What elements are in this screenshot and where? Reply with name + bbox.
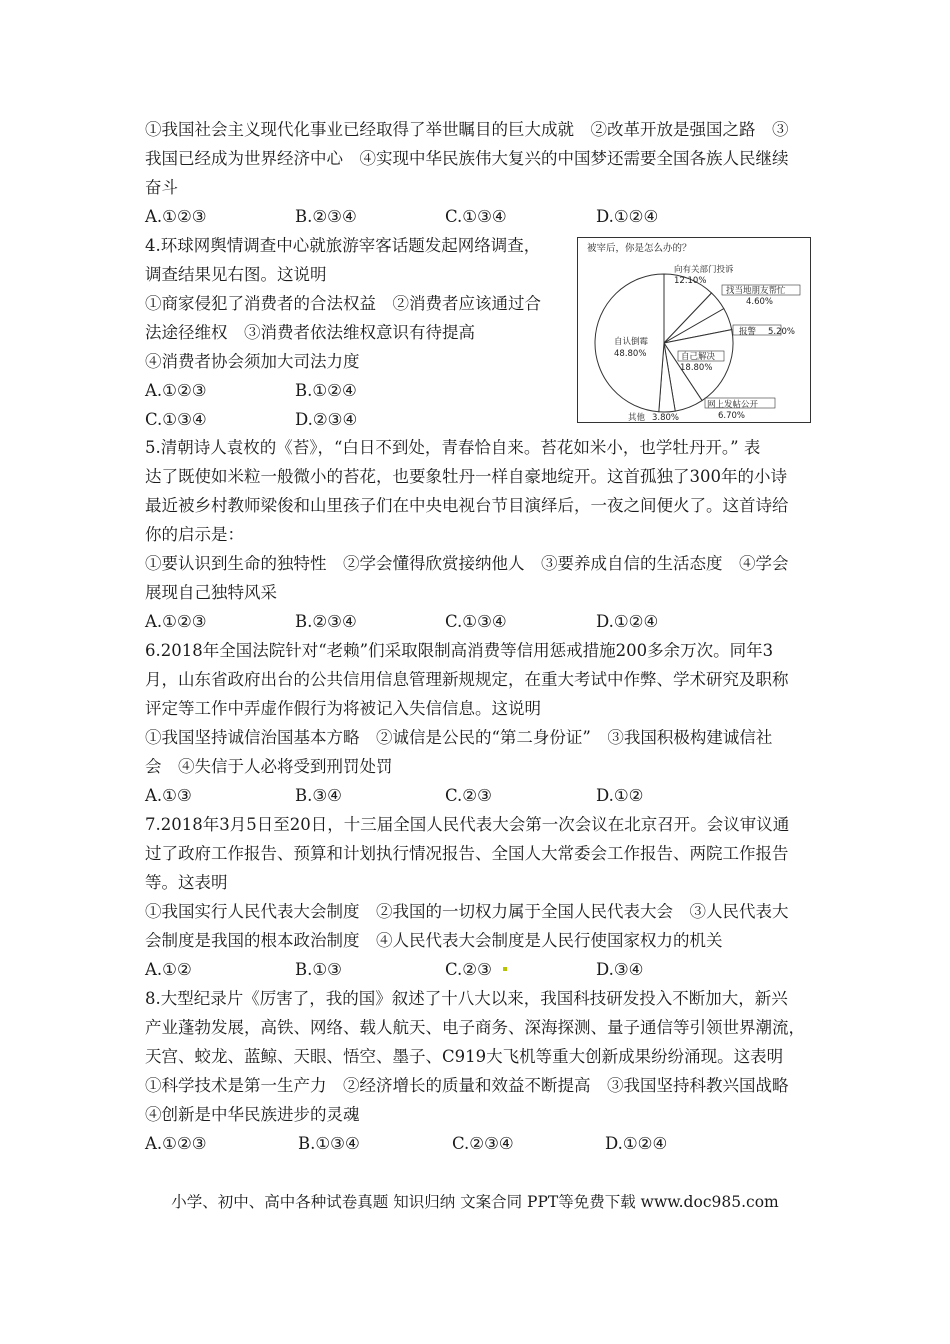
q3-option-d: D.①②④ [596,207,659,226]
q8-line-1: 8.大型纪录片《厉害了，我的国》叙述了十八大以来，我国科技研发投入不断加大，新兴 [145,989,788,1008]
q5-line-5: ①要认识到生命的独特性 ②学会懂得欣赏接纳他人 ③要养成自信的生活态度 ④学会 [145,554,789,573]
q7-line-5: 会制度是我国的根本政治制度 ④人民代表大会制度是人民行使国家权力的机关 [145,931,723,950]
q8-option-d: D.①②④ [605,1134,668,1153]
q6-option-b: B.③④ [295,786,342,805]
pie-slice-value: 48.80% [614,349,647,359]
q7-line-3: 等。这表明 [145,873,228,892]
pie-slice-value: 3.80% [652,413,680,423]
pie-slice-value: 12.10% [674,276,707,286]
q5-line-2: 达了既使如米粒一般微小的苔花，也要象牡丹一样自豪地绽开。这首孤独了300年的小诗 [145,467,787,486]
q7-option-b: B.①③ [295,960,342,979]
q5-line-1: 5.清朝诗人袁枚的《苔》，“白日不到处，青春恰自来。苔花如米小，也学牡丹开。” 表 [145,438,761,457]
q8-line-5: ④创新是中华民族进步的灵魂 [145,1105,360,1124]
q6-line-1: 6.2018年全国法院针对“老赖”们采取限制高消费等信用惩戒措施200多余万次。同年3 [145,641,774,660]
q6-line-4: ①我国坚持诚信治国基本方略 ②诚信是公民的“第二身份证” ③我国积极构建诚信社 [145,728,773,747]
pie-chart-svg [578,238,812,424]
pie-slice-label: 自己解决 [681,352,716,362]
q4-line-2: 调查结果见右图。这说明 [145,265,327,284]
q3-option-b: B.②③④ [295,207,357,226]
pie-slice-label: 自认倒霉 [614,337,649,347]
q7-option-d: D.③④ [596,960,644,979]
q3-option-a: A.①②③ [145,207,207,226]
q7-line-2: 过了政府工作报告、预算和计划执行情况报告、全国人大常委会工作报告、两院工作报告 [145,844,789,863]
page-footer: 小学、初中、高中各种试卷真题 知识归纳 文案合同 PPT等免费下载 www.doc985.com [171,1193,779,1211]
pie-slice-label: 报警 [739,327,757,337]
q4-option-a: A.①②③ [145,381,207,400]
q8-line-3: 天宫、蛟龙、蓝鲸、天眼、悟空、墨子、C919大飞机等重大创新成果纷纷涌现。这表明 [145,1047,784,1066]
q8-line-2: 产业蓬勃发展，高铁、网络、载人航天、电子商务、深海探测、量子通信等引领世界潮流， [145,1018,805,1037]
chart-title: 被宰后，你是怎么办的？ [587,243,692,254]
q8-option-b: B.①③④ [298,1134,360,1153]
q4-line-5: ④消费者协会须加大司法力度 [145,352,360,371]
q6-line-5: 会 ④失信于人必将受到刑罚处罚 [145,757,393,776]
pie-slice-value: 18.80% [680,363,713,373]
q6-option-d: D.①② [596,786,644,805]
q4-option-d: D.②③④ [295,410,358,429]
q3-line-1: ①我国社会主义现代化事业已经取得了举世瞩目的巨大成就 ②改革开放是强国之路 ③ [145,120,789,139]
q6-option-a: A.①③ [145,786,192,805]
q7-line-4: ①我国实行人民代表大会制度 ②我国的一切权力属于全国人民代表大会 ③人民代表大 [145,902,789,921]
q6-option-c: C.②③ [445,786,492,805]
pie-chart-figure [577,237,811,423]
pie-slice-value: 6.70% [718,411,746,421]
q8-option-a: A.①②③ [145,1134,207,1153]
q5-option-b: B.②③④ [295,612,357,631]
pie-slice-label: 网上发帖公开 [707,400,759,410]
pie-slice-label: 向有关部门投诉 [674,265,734,275]
q8-line-4: ①科学技术是第一生产力 ②经济增长的质量和效益不断提高 ③我国坚持科教兴国战略 [145,1076,789,1095]
q4-line-4: 法途径维权 ③消费者依法维权意识有待提高 [145,323,475,342]
q5-option-c: C.①③④ [445,612,507,631]
q7-option-a: A.①② [145,960,192,979]
q4-line-1: 4.环球网舆情调查中心就旅游宰客话题发起网络调查， [145,236,541,255]
stray-mark [503,967,507,971]
q5-option-d: D.①②④ [596,612,659,631]
q6-line-2: 月，山东省政府出台的公共信用信息管理新规规定，在重大考试中作弊、学术研究及职称 [145,670,789,689]
q7-line-1: 7.2018年3月5日至20日，十三届全国人民代表大会第一次会议在北京召开。会议审议通 [145,815,790,834]
q3-line-2: 我国已经成为世界经济中心 ④实现中华民族伟大复兴的中国梦还需要全国各族人民继续 [145,149,789,168]
q4-option-c: C.①③④ [145,410,207,429]
q5-option-a: A.①②③ [145,612,207,631]
q6-line-3: 评定等工作中弄虚作假行为将被记入失信信息。这说明 [145,699,541,718]
pie-slice-value: 4.60% [746,297,774,307]
q3-option-c: C.①③④ [445,207,507,226]
q8-option-c: C.②③④ [452,1134,514,1153]
pie-slice-label: 其他 [628,413,646,423]
q4-option-b: B.①②④ [295,381,357,400]
q5-line-3: 最近被乡村教师梁俊和山里孩子们在中央电视台节目演绎后，一夜之间便火了。这首诗给 [145,496,789,515]
q7-option-c: C.②③ [445,960,492,979]
q3-line-3: 奋斗 [145,178,178,197]
pie-slice-value: 5.20% [768,327,796,337]
pie-slice-label: 找当地朋友帮忙 [726,286,786,296]
q5-line-6: 展现自己独特风采 [145,583,277,602]
q5-line-4: 你的启示是： [145,525,244,544]
q4-line-3: ①商家侵犯了消费者的合法权益 ②消费者应该通过合 [145,294,541,313]
